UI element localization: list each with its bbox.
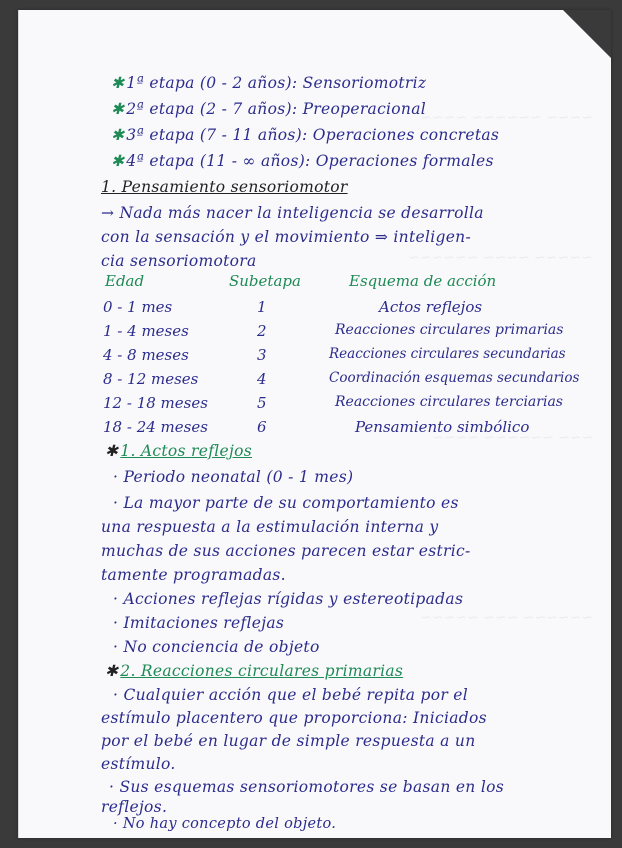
asterisk-icon: ✱ xyxy=(111,126,125,144)
note-line: · Periodo neonatal (0 - 1 mes) xyxy=(113,468,354,486)
note-line: · Sus esquemas sensoriomotores se basan en los xyxy=(109,778,504,796)
table-cell-substage: 4 xyxy=(257,370,267,388)
bleed-through: ~~~~~ ~~~~ ~~~~~~ xyxy=(408,250,593,266)
table-cell-schema: Pensamiento simbólico xyxy=(355,418,530,436)
stage-text: 1ª etapa (0 - 2 años): Sensoriomotriz xyxy=(126,74,427,92)
table-cell-schema: Actos reflejos xyxy=(379,298,483,316)
table-cell-schema: Coordinación esquemas secundarios xyxy=(329,370,580,386)
table-cell-substage: 5 xyxy=(257,394,267,412)
table-cell-age: 1 - 4 meses xyxy=(103,322,189,340)
table-header-substage: Subetapa xyxy=(229,272,301,290)
notebook-page xyxy=(18,10,611,838)
subsection-title-2 xyxy=(105,662,403,680)
note-line: tamente programadas. xyxy=(101,566,286,584)
note-line: · La mayor parte de su comportamiento es xyxy=(113,494,459,512)
section-title: 1. Pensamiento sensoriomotor xyxy=(101,178,348,196)
stage-text: 3ª etapa (7 - 11 años): Operaciones concretas xyxy=(126,126,500,144)
note-line: por el bebé en lugar de simple respuesta a un xyxy=(101,732,476,750)
table-cell-substage: 3 xyxy=(257,346,267,364)
intro-line: → Nada más nacer la inteligencia se desarrolla xyxy=(101,204,484,222)
table-cell-age: 0 - 1 mes xyxy=(103,298,173,316)
table-cell-schema: Reacciones circulares secundarias xyxy=(329,346,566,362)
note-line: muchas de sus acciones parecen estar estric- xyxy=(101,542,471,560)
table-cell-schema: Reacciones circulares terciarias xyxy=(335,394,563,410)
asterisk-icon: ✱ xyxy=(111,100,125,118)
bleed-through: ~~~ ~~~~~~ ~~~~ xyxy=(431,430,593,446)
asterisk-icon: ✱ xyxy=(105,442,119,460)
bleed-through: ~~~~~~ ~~~ ~~~~~ xyxy=(419,610,593,626)
table-cell-age: 12 - 18 meses xyxy=(103,394,208,412)
table-cell-age: 4 - 8 meses xyxy=(103,346,189,364)
stage-line-3 xyxy=(111,126,499,144)
table-cell-age: 8 - 12 meses xyxy=(103,370,199,388)
stage-line-2 xyxy=(111,100,426,118)
note-line: una respuesta a la estimulación interna y xyxy=(101,518,439,536)
note-line: estímulo placentero que proporciona: Iniciados xyxy=(101,709,487,727)
intro-line: cia sensoriomotora xyxy=(101,252,257,270)
note-line: · No hay concepto del objeto. xyxy=(113,816,337,832)
table-cell-age: 18 - 24 meses xyxy=(103,418,208,436)
note-line: reflejos. xyxy=(101,798,168,816)
table-cell-substage: 2 xyxy=(257,322,267,340)
stage-text: 4ª etapa (11 - ∞ años): Operaciones formales xyxy=(126,152,494,170)
note-line: · Imitaciones reflejas xyxy=(113,614,285,632)
table-cell-schema: Reacciones circulares primarias xyxy=(335,322,564,338)
asterisk-icon: ✱ xyxy=(111,74,125,92)
subsection-title-text: 2. Reacciones circulares primarias xyxy=(120,662,404,680)
note-line: · Acciones reflejas rígidas y estereotipadas xyxy=(113,590,464,608)
stage-line-1 xyxy=(111,74,426,92)
folded-corner xyxy=(563,10,611,58)
stage-text: 2ª etapa (2 - 7 años): Preoperacional xyxy=(126,100,427,118)
subsection-title-1 xyxy=(105,442,252,460)
table-cell-substage: 6 xyxy=(257,418,267,436)
note-line: estímulo. xyxy=(101,755,176,773)
table-header-age: Edad xyxy=(105,272,145,290)
subsection-title-text: 1. Actos reflejos xyxy=(120,442,252,460)
asterisk-icon: ✱ xyxy=(105,662,119,680)
asterisk-icon: ✱ xyxy=(111,152,125,170)
table-cell-substage: 1 xyxy=(257,298,267,316)
note-line: · No conciencia de objeto xyxy=(113,638,320,656)
table-header-schema: Esquema de acción xyxy=(349,272,497,290)
stage-line-4 xyxy=(111,152,494,170)
note-line: · Cualquier acción que el bebé repita por el xyxy=(113,686,469,704)
intro-line: con la sensación y el movimiento ⇒ inteligen- xyxy=(101,228,471,246)
bleed-through: ~~~~ ~~~~~~ ~~~~ xyxy=(419,110,593,126)
